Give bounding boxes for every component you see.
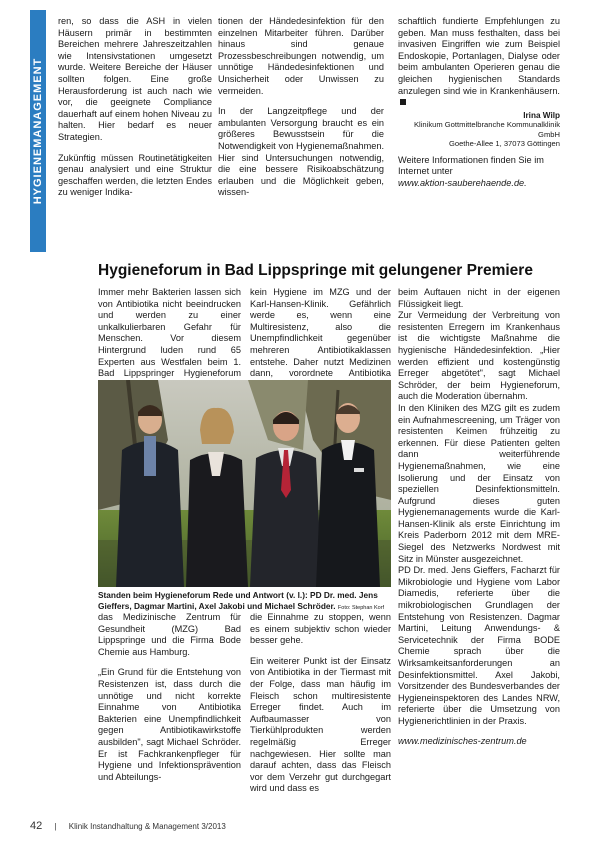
paragraph: die Einnahme zu stoppen, wenn es einem subjektiv schon wieder besser gehe. [250, 612, 391, 646]
paragraph: tionen der Händedesinfektion für den einzelnen Mitarbeiter führen. Darüber hinaus sind genaue Prozessbeschreibungen notwendig, um unnötige Händedesinfektionen und Unsicherheit oder Unwissen zu vermeiden. [218, 16, 384, 96]
article-headline: Hygieneforum in Bad Lippspringe mit gelungener Premiere [98, 262, 533, 279]
section-sidebar-tab [30, 10, 46, 252]
article-url-link[interactable]: www.medizinisches-zentrum.de [398, 735, 527, 746]
paragraph: das Medizinische Zentrum für Gesundheit (MZG) Bad Lippspringe und die Firma Bode Chemie aus Hamburg. [98, 612, 241, 657]
footer-separator: | [54, 822, 57, 831]
author-signature [398, 111, 560, 149]
group-photo [98, 380, 391, 587]
author-org: Klinikum Gottmittelbranche Kommunalklinik GmbH [413, 120, 560, 139]
article-column-3 [398, 287, 560, 747]
paragraph: PD Dr. med. Jens Gieffers, Facharzt für Mikrobiologie und Hygiene vom Labor Diamedis, referierte über die mikrobiologischen Grundlagen der Entstehung von Resistenzen. Dagmar Martini, Leitung Anwendungs- & Servicetechnik der Firma BODE Chemie sprach über die Wirksamkeitsanforderungen an Desinfektionsmittel. Axel Jakobi, Vorsitzender des Bundesverbandes der Hygieneinspektoren des Landes NRW, referierte über die Umsetzung von Hygienerichtlinien in der Praxis. [398, 565, 560, 726]
top-column-1 [58, 16, 212, 208]
author-name: Irina Wilp [523, 110, 560, 120]
paragraph: schaftlich fundierte Empfehlungen zu geben. Man muss festhalten, dass bei invasiven Eingriffen wie zum Beispiel Endoskopie, Portanlagen, Dialyse oder beim ambulanten Operieren genau die gleichen hygienischen Standards anzulegen sind wie in Krankenhäusern. [398, 16, 560, 109]
photo-credit: Foto: Stephan Korf [337, 604, 385, 611]
paragraph: In den Kliniken des MZG gilt es zudem ein Aufnahmescreening, um Träger von resistenten Keimen frühzeitig zu erkennen. Für diese Patienten gelten dann weiterführende Hygienemaßnahmen, wie eine Isolierung und der Einsatz von speziellen Desinfektionsmitteln. Aufgrund dieses guten Hygienemanagements wurde die Karl-Hansen-Klinik als erste Einrichtung im Kreis Paderborn 2012 mit dem MRE-Siegel des Netzwerks Nordwest mit Sitz in Münster ausgezeichnet. [398, 402, 560, 564]
paragraph: Immer mehr Bakterien lassen sich von Antibiotika nicht beeindrucken und werden zu einer unkalkulierbaren Gefahr für Menschen. Vor diesem Hintergrund luden rund 65 Experten aus Westfalen beim 1. Bad Lippspringer Hygieneforum [98, 287, 241, 379]
author-address: Goethe-Allee 1, 37073 Göttingen [448, 139, 560, 149]
article-column-1-bottom [98, 612, 241, 792]
paragraph: kein Hygiene im MZG und der Karl-Hansen-Klinik. Gefährlich werde es, wenn eine Multiresistenz, also die Unempfindlichkeit gegenüber mehreren Antibiotikaklassen entstehe. Daher nutzt Medizinen dann, vorordnete Antibiotika [250, 287, 391, 379]
more-info-text: Weitere Informationen finden Sie im Internet unter www.aktion-sauberehaende.de. [398, 154, 544, 188]
paragraph: In der Langzeitpflege und der ambulanten Versorgung braucht es ein größeres Bewusstsein für die Notwendigkeit von Hygienemaßnahmen. Hier sind Untersuchungen notwendig, die eine bessere Risikoabschätzung erlauben und die Möglichkeit geben, wissen- [218, 106, 384, 198]
paragraph: Zukünftig müssen Routinetätigkeiten genau analysiert und eine Struktur geschaffen werden, die letzten Endes zu weniger Indika- [58, 152, 212, 198]
journal-name: Klinik Instandhaltung & Management 3/2013 [68, 822, 226, 831]
top-column-2 [218, 16, 384, 208]
page-number: 42 [30, 820, 43, 832]
article-column-2-bottom [250, 612, 391, 804]
end-bullet-icon [400, 99, 406, 105]
group-photo-image [98, 380, 391, 587]
paragraph: „Ein Grund für die Entstehung von Resistenzen ist, dass durch die unnötige und nicht korrekte Einnahme von Antibiotika Bakterien eine Unempfindlichkeit gegen Antibiotikawirkstoffe ausbilden", sagt Michael Schröder. Er ist Fachkrankenpfleger für Hygiene und Infektionsprävention und Abteilungs- [98, 667, 241, 782]
more-info-link[interactable]: www.aktion-sauberehaende.de. [398, 177, 527, 188]
paragraph: ren, so dass die ASH in vielen Häusern primär in bestimmten Bereichen mehrere Jahreszeitzahlen wie Intensivstationen umgesetzt wurde. Weitere Bereiche der Häuser sollten folgen. Eine große Herausforderung ist auch nach wie vor, die geeignete Compliance dauerhaft auf einem hohen Niveau zu halten. Hier bedarf es neuer Strategien. [58, 16, 212, 142]
page-footer [30, 820, 226, 832]
paragraph: beim Auftauen nicht in der eigenen Flüssigkeit liegt. [398, 287, 560, 309]
photo-caption: Standen beim Hygieneforum Rede und Antwort (v. l.): PD Dr. med. Jens Gieffers, Dagmar Martini, Axel Jakobi und Michael Schröder. Foto: Stephan Korf [98, 590, 385, 611]
paragraph: Ein weiterer Punkt ist der Einsatz von Antibiotika in der Tiermast mit der Folge, dass man häufig im Fleisch schon multiresistente Erreger findet. Auch im Aufbaumasser von Tierkühlprodukten werden regelmäßig Erreger nachgewiesen. Hier sollte man darauf achten, dass das Fleisch vor dem Verzehr gut durchgegart wird und dass es [250, 655, 391, 794]
paragraph: Zur Vermeidung der Verbreitung von resistenten Erregern im Krankenhaus ist die wichtigste Maßnahme die hygienische Händedesinfektion. „Hier werden effizient und kostengünstig Erreger abgetötet", sagt Michael Schröder, der beim Hygieneforum, auch die Moderation übernahm. [398, 310, 560, 402]
section-label: HYGIENEMANAGEMENT [32, 57, 44, 205]
top-column-3 [398, 16, 560, 199]
